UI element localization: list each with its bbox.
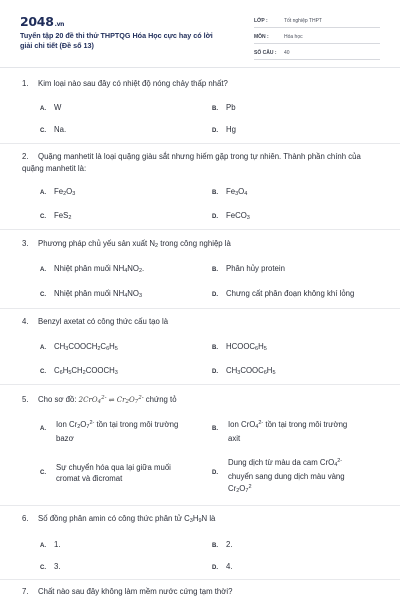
option-c[interactable]: C. FeS$_2$ bbox=[40, 211, 72, 221]
option-c[interactable]: C. $C_6H_5CH_2COOCH_3$ bbox=[40, 366, 118, 376]
question-stem: Phương pháp chủ yếu sản xuất $N_2$ trong công nghiệp là bbox=[38, 239, 231, 249]
meta-count-value: 40 bbox=[284, 49, 290, 56]
option-a[interactable]: A. $Fe_2O_3$ bbox=[40, 187, 76, 197]
option-a[interactable]: A. Nhiệt phân muối $NH_4NO_2$. bbox=[40, 264, 145, 274]
option-a[interactable]: A. Ion $Cr_2O_7^{2-}$ tồn tại trong môi trường bazơ bbox=[40, 420, 179, 443]
meta-subject bbox=[254, 30, 380, 44]
question-divider bbox=[0, 143, 400, 144]
option-b[interactable]: B. Ion CrO$_4^{2-}$ tồn tại trong môi trường axit bbox=[212, 420, 348, 443]
question-stem: Quặng manhetit là loại quặng giàu sắt nhưng hiếm gặp trong tự nhiên. Thành phần chính của quặng manhetit là: bbox=[22, 152, 361, 173]
option-b[interactable]: B. Phân hủy protein bbox=[212, 264, 285, 273]
logo-text: 2048 bbox=[20, 14, 54, 29]
question-stem: Kim loại nào sau đây có nhiệt độ nóng chảy thấp nhất? bbox=[38, 79, 228, 88]
option-b[interactable]: B. $Fe_3O_4$ bbox=[212, 187, 248, 197]
option-c[interactable]: C. 3. bbox=[40, 562, 61, 571]
question-stem-prefix: Cho sơ đồ: bbox=[38, 395, 77, 404]
question-divider bbox=[0, 384, 400, 385]
question-divider bbox=[0, 505, 400, 506]
option-d[interactable]: D. Hg bbox=[212, 125, 236, 134]
question-number: 7. bbox=[22, 587, 29, 596]
meta-count bbox=[254, 46, 380, 60]
document-title: Tuyển tập 20 đề thi thử THPTQG Hóa Học cực hay có lời giải chi tiết (Đề số 13) bbox=[20, 31, 213, 50]
question-divider bbox=[0, 229, 400, 230]
meta-class-value: Tốt nghiệp THPT bbox=[284, 17, 322, 24]
option-d[interactable]: D. FeCO$_3$ bbox=[212, 211, 250, 221]
header-divider bbox=[0, 67, 400, 68]
option-a[interactable]: A. $CH_3COOCH_2C_6H_5$ bbox=[40, 342, 118, 352]
option-a[interactable]: A. W bbox=[40, 103, 62, 112]
meta-class bbox=[254, 14, 380, 28]
option-c[interactable]: C. Sự chuyển hóa qua lại giữa muối cromat và đicromat bbox=[40, 463, 171, 483]
option-d[interactable]: D. Chưng cất phân đoạn không khí lỏng bbox=[212, 289, 355, 298]
site-logo[interactable] bbox=[20, 14, 64, 29]
question-stem: Benzyl axetat có công thức cấu tạo là bbox=[38, 317, 169, 326]
meta-subject-value: Hóa học bbox=[284, 33, 303, 40]
exam-meta bbox=[254, 14, 380, 62]
question-stem-suffix: chứng tỏ bbox=[145, 395, 177, 404]
page-header bbox=[0, 0, 400, 66]
option-b[interactable]: B. $HCOOC_6H_5$ bbox=[212, 342, 267, 352]
question-number: 6. bbox=[22, 514, 29, 523]
option-c[interactable]: C. Na. bbox=[40, 125, 67, 134]
question-stem: Số đồng phân amin có công thức phân tử $C_3H_9N$ là bbox=[38, 514, 216, 524]
question-number: 3. bbox=[22, 239, 29, 248]
meta-count-key: SỐ CÂU : bbox=[254, 49, 277, 56]
question-divider bbox=[0, 308, 400, 309]
option-c[interactable]: C. Nhiệt phân muối $NH_4NO_3$ bbox=[40, 289, 143, 299]
option-b[interactable]: B. Pb bbox=[212, 103, 236, 112]
question-number: 2. bbox=[22, 152, 29, 161]
question-number: 5. bbox=[22, 395, 29, 404]
question-number: 4. bbox=[22, 317, 29, 326]
question-number: 1. bbox=[22, 79, 29, 88]
question-divider bbox=[0, 579, 400, 580]
option-a[interactable]: A. 1. bbox=[40, 540, 61, 549]
meta-subject-key: MÔN : bbox=[254, 33, 269, 40]
option-d[interactable]: D. Dung dịch từ màu da cam CrO$_4^{2-}$ chuyển sang dung dịch màu vàng $Cr_2O_7^2$ bbox=[212, 458, 345, 494]
logo-suffix: .vn bbox=[54, 21, 65, 28]
meta-class-key: LỚP : bbox=[254, 17, 268, 24]
reaction-scheme-formula: 2CrO$_4^{2-}$ ⇌ $Cr_2O_7^{2-}$ bbox=[78, 395, 144, 405]
question-stem: Chất nào sau đây không làm mềm nước cứng tạm thời? bbox=[38, 587, 233, 596]
option-d[interactable]: D. 4. bbox=[212, 562, 233, 571]
option-d[interactable]: D. $CH_3COOC_6H_5$ bbox=[212, 366, 276, 376]
option-b[interactable]: B. 2. bbox=[212, 540, 233, 549]
